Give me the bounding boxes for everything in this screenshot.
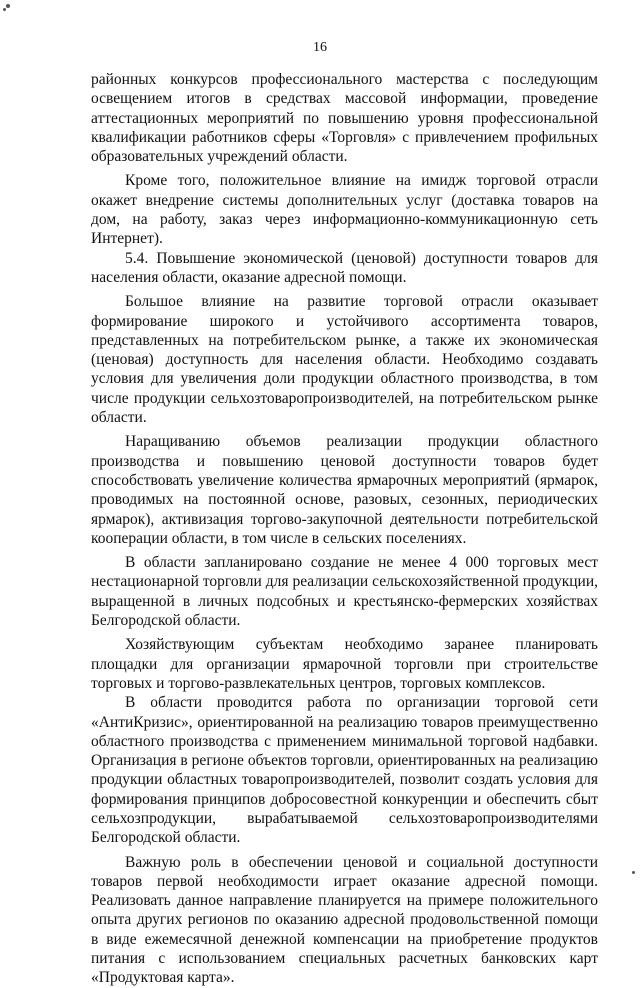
paragraph-targeted-assistance: Важную роль в обеспечении ценовой и социальной доступности товаров первой необходимости играет оказание адресной помощи. Реализовать данное направление планируется на примере положительного опыта других регионов по оказанию адресной продовольственной помощи в виде ежемесячной денежной компенсации на приобретение продуктов питания с использованием специальных расчетных банковских карт «Продуктовая карта».	[91, 853, 598, 987]
paragraph-assortment: Большое влияние на развитие торговой отрасли оказывает формирование широкого и устойчивого ассортимента товаров, представленных на потребительском рынке, а также их экономическая (ценовая) доступность для населения области. Необходимо создавать условия для увеличения доли продукции областного производства, в том числе продукции сельхозтоваропроизводителей, на потребительском рынке области.	[91, 293, 598, 427]
document-body	[91, 70, 598, 988]
paragraph-additional-services: Кроме того, положительное влияние на имидж торговой отрасли окажет внедрение системы дополнительных услуг (доставка товаров на дом, на работу, заказ через информационно-коммуникационную сеть Интернет).	[91, 172, 598, 248]
page-number: 16	[313, 40, 327, 55]
section-heading-5-4: 5.4. Повышение экономической (ценовой) доступности товаров для населения области, оказание адресной помощи.	[91, 249, 598, 286]
scan-speck	[3, 8, 6, 11]
paragraph-continuation: районных конкурсов профессионального мастерства с последующим освещением итогов в средствах массовой информации, проведение аттестационных мероприятий по повышению уровня профессиональной квалификации работников сферы «Торговля» с привлечением профильных образовательных учреждений области.	[91, 71, 598, 166]
paragraph-planning-sites: Хозяйствующим субъектам необходимо заранее планировать площадки для организации ярмарочной торговли при строительстве торговых и торгово-развлекательных центров, торговых комплексов.	[91, 636, 598, 692]
scan-speck	[6, 4, 10, 8]
paragraph-trading-places: В области запланировано создание не менее 4 000 торговых мест нестационарной торговли для реализации сельскохозяйственной продукции, выращенной в личных подсобных и крестьянско-фермерских хозяйствах Белгородской области.	[91, 554, 598, 630]
scan-speck	[632, 871, 635, 874]
paragraph-fairs: Наращиванию объемов реализации продукции областного производства и повышению ценовой доступности товаров будет способствовать увеличение количества ярмарочных мероприятий (ярмарок, проводимых на постоянной основе, разовых, сезонных, периодических ярмарок), активизация торгово-закупочной деятельности потребительской кооперации области, в том числе в сельских поселениях.	[91, 433, 598, 547]
paragraph-anticrisis: В области проводится работа по организации торговой сети «АнтиКризис», ориентированной на реализацию товаров преимущественно областного производства с применением минимальной торговой надбавки. Организация в регионе объектов торговли, ориентированных на реализацию продукции областных товаропроизводителей, позволит создать условия для формирования принципов добросовестной конкуренции и обеспечить сбыт сельхозпродукции, вырабатываемой сельхозтоваропроизводителями Белгородской области.	[91, 694, 598, 847]
